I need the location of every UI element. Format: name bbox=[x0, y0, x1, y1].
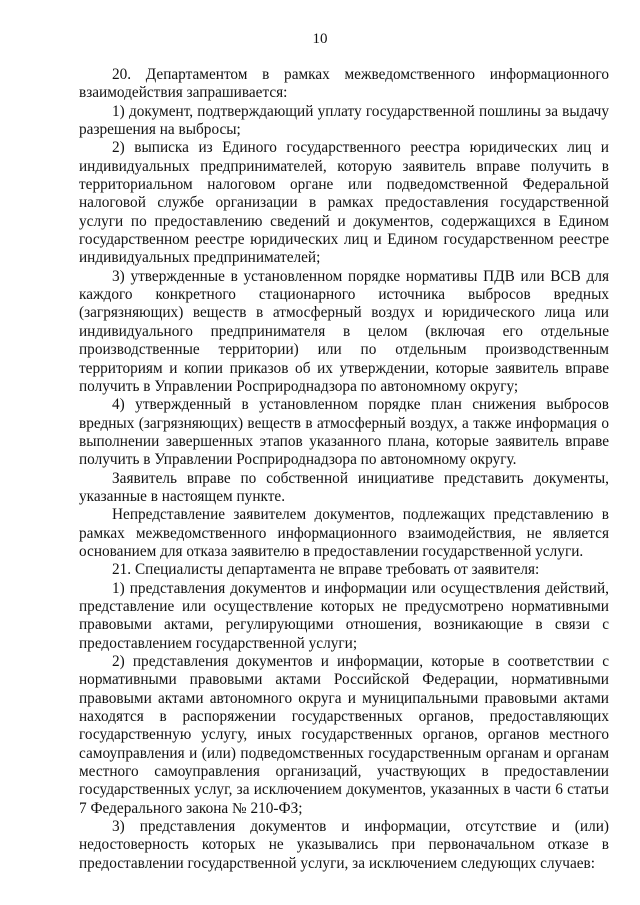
paragraph-non-submission: Непредставление заявителем документов, подлежащих представлению в рамках межведомственного информационного взаимодействия, не является основанием для отказа заявителю в предоставлении государственной услуги. bbox=[79, 506, 609, 560]
document-body bbox=[79, 66, 609, 873]
page-number: 10 bbox=[312, 31, 328, 47]
paragraph-subitem-3: 3) представления документов и информации, отсутствие и (или) недостоверность которых не указывались при первоначальном отказе в предоставлении государственной услуги, за исключением следующих случаев: bbox=[79, 818, 609, 872]
paragraph-subitem-4: 4) утвержденный в установленном порядке план снижения выбросов вредных (загрязняющих) веществ в атмосферный воздух, а также информация о выполнении завершенных этапов указанного плана, которые заявитель вправе получить в Управлении Росприроднадзора по автономному округу. bbox=[79, 396, 609, 469]
paragraph-subitem-3: 3) утвержденные в установленном порядке нормативы ПДВ или ВСВ для каждого конкретного стационарного источника выбросов вредных (загрязняющих) веществ в атмосферный воздух и юридического лица или индивидуального предпринимателя в целом (включая его отдельные производственные территории) или по отдельным производственным территориям и копии приказов об их утверждении, которые заявитель вправе получить в Управлении Росприроднадзора по автономному округу; bbox=[79, 267, 609, 395]
paragraph-subitem-2: 2) представления документов и информации, которые в соответствии с нормативными правовыми актами Российской Федерации, нормативными правовыми актами автономного округа и муниципальными правовыми актами находятся в распоряжении государственных органов, предоставляющих государственную услугу, иных государственных органов, органов местного самоуправления и (или) подведомственных государственным органам и органам местного самоуправления организаций, участвующих в предоставлении государственных услуг, за исключением документов, указанных в части 6 статьи 7 Федерального закона № 210-ФЗ; bbox=[79, 653, 609, 817]
paragraph-subitem-1: 1) документ, подтверждающий уплату государственной пошлины за выдачу разрешения на выбросы; bbox=[79, 102, 609, 139]
paragraph-subitem-2: 2) выписка из Единого государственного реестра юридических лиц и индивидуальных предпринимателей, которую заявитель вправе получить в территориальном налоговом органе или подведомственной Федеральной налоговой службе организации в рамках предоставления государственной услуги по предоставлению сведений и документов, содержащихся в Едином государственном реестре юридических лиц и Едином государственном реестре индивидуальных предпринимателей; bbox=[79, 139, 609, 267]
paragraph-item-21: 21. Специалисты департамента не вправе требовать от заявителя: bbox=[112, 561, 540, 579]
paragraph-applicant-right: Заявитель вправе по собственной инициативе представить документы, указанные в настоящем пункте. bbox=[79, 469, 609, 505]
paragraph-subitem-1: 1) представления документов и информации или осуществления действий, представление или осуществление которых не предусмотрено нормативными правовыми актами, регулирующими отношения, возникающие в связи с предоставлением государственной услуги; bbox=[79, 579, 609, 652]
paragraph-item-20: 20. Департаментом в рамках межведомственного информационного взаимодействия запрашивается: bbox=[79, 66, 609, 102]
